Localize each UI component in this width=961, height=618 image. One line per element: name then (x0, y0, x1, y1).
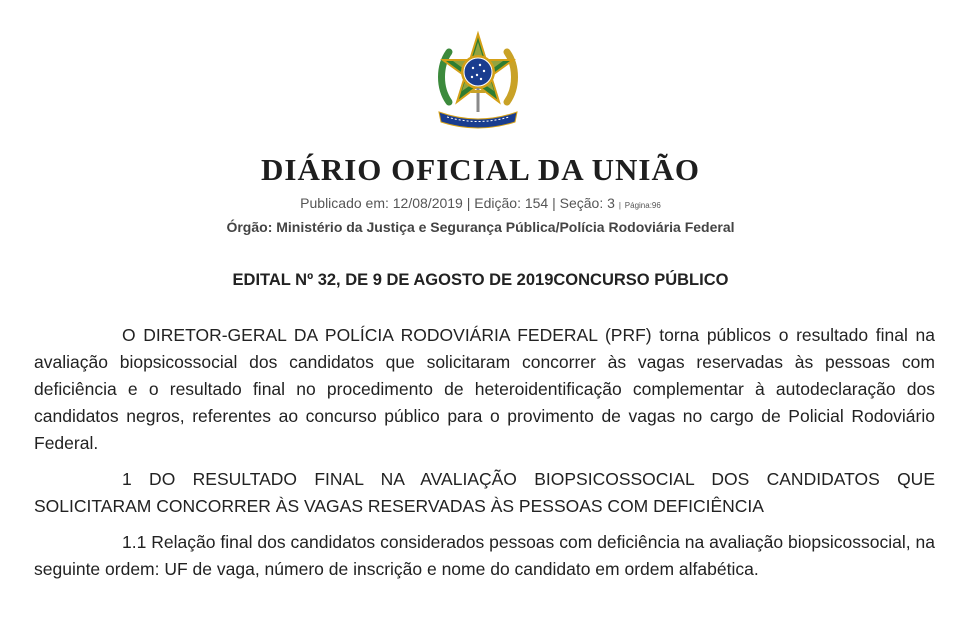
edition-number: 154 (524, 195, 549, 211)
section-label: Seção: (559, 195, 604, 211)
publication-info (0, 193, 961, 216)
published-label: Publicado em: (300, 195, 389, 211)
orgao-label: Órgão: (226, 219, 273, 235)
edition-label: Edição: (474, 195, 521, 211)
brazil-coat-of-arms-icon (433, 30, 523, 134)
paragraph: O DIRETOR-GERAL DA POLÍCIA RODOVIÁRIA FEDERAL (PRF) torna públicos o resultado final na avaliação biopsicossocial dos candidatos que solicitaram concorrer às vagas reservadas às pessoas com deficiência e o resultado final no procedimento de heteroidentificação complementar à autodeclaração dos candidatos negros, referentes ao concurso público para o provimento de vagas no cargo de Policial Rodoviário Federal. (34, 325, 935, 453)
page-title: DIÁRIO OFICIAL DA UNIÃO (261, 152, 700, 187)
page-number: 96 (651, 201, 661, 210)
paragraph: 1 DO RESULTADO FINAL NA AVALIAÇÃO BIOPSICOSSOCIAL DOS CANDIDATOS QUE SOLICITARAM CONCORRER ÀS VAGAS RESERVADAS ÀS PESSOAS COM DEFICIÊNCIA (34, 469, 935, 516)
separator: | (466, 195, 471, 211)
orgao-value: Ministério da Justiça e Segurança Pública/Polícia Rodoviária Federal (276, 219, 735, 235)
document-body (34, 322, 935, 592)
published-date: 12/08/2019 (392, 195, 463, 211)
edital-title: EDITAL Nº 32, DE 9 DE AGOSTO DE 2019CONCURSO PÚBLICO (232, 271, 729, 289)
separator: | (552, 195, 556, 211)
orgao-line (0, 217, 961, 237)
paragraph: 1.1 Relação final dos candidatos considerados pessoas com deficiência na avaliação biopsicossocial, na seguinte ordem: UF de vaga, número de inscrição e nome do candidato em ordem alfabética. (34, 532, 935, 579)
page-label: Página: (624, 201, 652, 210)
section-number: 3 (607, 195, 615, 211)
separator: | (618, 201, 621, 210)
